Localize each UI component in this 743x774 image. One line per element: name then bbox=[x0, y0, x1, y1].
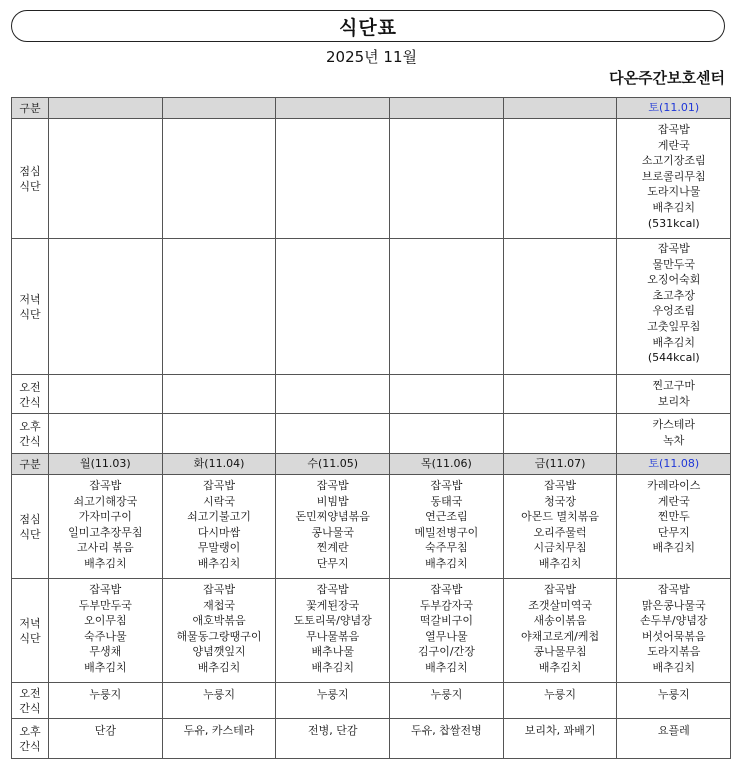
snack-cell: 전병, 단감 bbox=[276, 719, 390, 759]
menu-item: 오징어숙회 bbox=[647, 273, 701, 287]
menu-cell bbox=[49, 414, 163, 454]
row-label-lunch bbox=[12, 119, 49, 239]
menu-item: 쇠고기해장국 bbox=[73, 494, 138, 508]
menu-cell bbox=[162, 239, 276, 375]
menu-item: 야채고로게/케첩 bbox=[521, 629, 600, 643]
day-header: 목(11.06) bbox=[390, 454, 504, 475]
menu-item: 녹차 bbox=[663, 433, 685, 447]
menu-item: 단무지 bbox=[316, 556, 349, 570]
row-label-am-snack bbox=[12, 683, 49, 719]
day-header: 월(11.03) bbox=[49, 454, 163, 475]
menu-item: 가자미구이 bbox=[78, 510, 132, 524]
menu-item: 찐계란 bbox=[316, 541, 349, 555]
menu-item: 무말랭이 bbox=[197, 541, 241, 555]
menu-cell bbox=[503, 239, 617, 375]
menu-item: 카스테라 bbox=[652, 418, 696, 431]
row-label-lunch bbox=[12, 475, 49, 579]
week1-am-snack-row bbox=[12, 375, 731, 414]
menu-item: 잡곡밥 bbox=[430, 583, 463, 596]
week1-pm-snack-row bbox=[12, 414, 731, 454]
week2-dinner-row bbox=[12, 579, 731, 683]
menu-item: 배추김치 bbox=[425, 660, 468, 674]
menu-cell bbox=[617, 475, 731, 579]
menu-item: 시락국 bbox=[203, 494, 235, 508]
menu-item: 연근조림 bbox=[425, 510, 468, 524]
label-line: 오전 bbox=[19, 380, 41, 394]
menu-item: 다시마쌈 bbox=[197, 525, 241, 539]
menu-item: 새송이볶음 bbox=[533, 614, 587, 628]
center-name: 다온주간보호센터 bbox=[609, 69, 725, 87]
day-header: 화(11.04) bbox=[162, 454, 276, 475]
menu-item: 오리주물럭 bbox=[533, 525, 587, 539]
week2-pm-snack-row bbox=[12, 719, 731, 759]
week1-dinner-row bbox=[12, 239, 731, 375]
menu-item: 배추김치 bbox=[652, 200, 696, 214]
menu-item: 배추김치 bbox=[652, 541, 696, 555]
menu-item: 맑은콩나물국 bbox=[641, 598, 706, 612]
menu-item: 배추김치 bbox=[84, 556, 127, 570]
menu-item: 배추김치 bbox=[197, 660, 241, 674]
menu-cell bbox=[503, 375, 617, 414]
menu-item: 배추김치 bbox=[425, 556, 468, 570]
menu-cell bbox=[617, 375, 731, 414]
menu-cell bbox=[503, 579, 617, 683]
label-line: 식단 bbox=[19, 308, 41, 321]
menu-item: 아몬드 멸치볶음 bbox=[521, 510, 600, 524]
menu-cell bbox=[162, 475, 276, 579]
menu-cell bbox=[162, 375, 276, 414]
menu-item: 일미고추장무침 bbox=[68, 525, 143, 539]
menu-item: 꽃게된장국 bbox=[306, 598, 360, 612]
label-line: 간식 bbox=[19, 435, 41, 448]
row-label-pm-snack bbox=[12, 719, 49, 759]
menu-item: 초고추장 bbox=[652, 288, 696, 302]
snack-cell: 누룽지 bbox=[617, 683, 731, 719]
snack-cell: 누룽지 bbox=[503, 683, 617, 719]
menu-cell bbox=[276, 579, 390, 683]
day-header-saturday: 토(11.08) bbox=[617, 454, 731, 475]
menu-item: (544kcal) bbox=[647, 351, 700, 365]
menu-title-box bbox=[11, 10, 725, 42]
menu-item: 찐고구마 bbox=[652, 379, 696, 392]
row-label-am-snack bbox=[12, 375, 49, 414]
menu-item: 배추김치 bbox=[84, 660, 127, 674]
label-line: 식단 bbox=[19, 180, 41, 193]
menu-cell bbox=[617, 239, 731, 375]
menu-item: 잡곡밥 bbox=[657, 123, 690, 136]
menu-item: 고사리 볶음 bbox=[77, 541, 134, 555]
menu-cell bbox=[390, 475, 504, 579]
menu-item: 잡곡밥 bbox=[657, 242, 690, 255]
menu-item: 고춧잎무침 bbox=[647, 319, 701, 333]
menu-item: 김구이/간장 bbox=[417, 645, 475, 659]
menu-item: 잡곡밥 bbox=[89, 479, 122, 492]
menu-cell bbox=[162, 579, 276, 683]
menu-item: 열무나물 bbox=[425, 629, 468, 643]
menu-item: 잡곡밥 bbox=[544, 583, 577, 596]
day-header bbox=[49, 98, 163, 119]
snack-cell: 누룽지 bbox=[162, 683, 276, 719]
menu-item: 도토리묵/양념장 bbox=[293, 614, 372, 628]
menu-item: 우엉조림 bbox=[652, 304, 696, 318]
snack-cell: 두유, 카스테라 bbox=[162, 719, 276, 759]
menu-item: (531kcal) bbox=[647, 216, 700, 230]
menu-item: 해물동그랑땡구이 bbox=[176, 629, 262, 643]
menu-cell bbox=[276, 119, 390, 239]
menu-cell bbox=[390, 579, 504, 683]
menu-item: 배추김치 bbox=[538, 556, 582, 570]
menu-item: 두부감자국 bbox=[419, 598, 473, 612]
snack-cell: 누룽지 bbox=[390, 683, 504, 719]
menu-cell bbox=[276, 375, 390, 414]
menu-cell bbox=[503, 475, 617, 579]
label-line: 식단 bbox=[19, 528, 41, 541]
label-line: 간식 bbox=[19, 740, 41, 753]
menu-cell bbox=[49, 239, 163, 375]
menu-item: 잡곡밥 bbox=[203, 583, 235, 596]
menu-item: 배추김치 bbox=[652, 335, 696, 349]
menu-item: 잡곡밥 bbox=[544, 479, 577, 492]
menu-item: 보리차 bbox=[657, 394, 690, 408]
menu-item: 비빔밥 bbox=[316, 494, 349, 508]
menu-cell bbox=[49, 119, 163, 239]
menu-item: 잡곡밥 bbox=[657, 583, 690, 596]
day-header-saturday: 토(11.01) bbox=[617, 98, 731, 119]
snack-cell: 보리차, 꽈배기 bbox=[503, 719, 617, 759]
menu-item: 배추김치 bbox=[652, 660, 696, 674]
menu-item: 동태국 bbox=[430, 494, 463, 508]
day-header: 수(11.05) bbox=[276, 454, 390, 475]
menu-item: 잡곡밥 bbox=[430, 479, 463, 492]
menu-item: 도라지볶음 bbox=[647, 645, 701, 659]
snack-cell: 누룽지 bbox=[49, 683, 163, 719]
day-header bbox=[276, 98, 390, 119]
menu-item: 숙주무침 bbox=[425, 541, 468, 555]
menu-cell bbox=[49, 475, 163, 579]
row-label-dinner bbox=[12, 239, 49, 375]
menu-item: 잡곡밥 bbox=[203, 479, 235, 492]
row-label-category: 구분 bbox=[12, 454, 49, 475]
label-line: 오전 bbox=[19, 687, 41, 700]
menu-item: 메밀전병구이 bbox=[414, 525, 479, 539]
label-line: 식단 bbox=[19, 632, 41, 645]
menu-item: 숙주나물 bbox=[84, 629, 127, 643]
menu-item: 게란국 bbox=[657, 138, 690, 152]
menu-cell bbox=[276, 475, 390, 579]
menu-cell bbox=[390, 414, 504, 454]
day-header: 금(11.07) bbox=[503, 454, 617, 475]
menu-item: 시금치무침 bbox=[533, 541, 587, 555]
menu-table bbox=[11, 97, 731, 759]
snack-cell: 단감 bbox=[49, 719, 163, 759]
label-line: 간식 bbox=[19, 395, 41, 409]
day-header bbox=[390, 98, 504, 119]
menu-item: 배추나물 bbox=[311, 645, 354, 659]
menu-item: 손두부/양념장 bbox=[640, 614, 708, 628]
row-label-pm-snack bbox=[12, 414, 49, 454]
menu-cell bbox=[390, 375, 504, 414]
week2-lunch-row bbox=[12, 475, 731, 579]
day-header bbox=[162, 98, 276, 119]
menu-item: 쇠고기불고기 bbox=[187, 510, 251, 524]
label-line: 오후 bbox=[19, 420, 41, 433]
month-subtitle: 2025년 11월 bbox=[325, 48, 417, 66]
menu-item: 브로콜리무침 bbox=[641, 169, 706, 183]
menu-item: 무생채 bbox=[89, 645, 122, 659]
snack-cell: 누룽지 bbox=[276, 683, 390, 719]
day-header bbox=[503, 98, 617, 119]
menu-item: 버섯어묵볶음 bbox=[641, 629, 706, 643]
menu-item: 돈민찌양념볶음 bbox=[295, 510, 370, 524]
menu-title: 식단표 bbox=[338, 16, 398, 39]
menu-item: 재첩국 bbox=[203, 598, 235, 612]
week1-header-row bbox=[12, 98, 731, 119]
menu-cell bbox=[503, 414, 617, 454]
menu-cell bbox=[49, 375, 163, 414]
menu-item: 배추김치 bbox=[311, 660, 354, 674]
menu-cell bbox=[162, 119, 276, 239]
menu-item: 배추김치 bbox=[197, 556, 241, 570]
snack-cell: 두유, 찹쌀전병 bbox=[390, 719, 504, 759]
menu-item: 물만두국 bbox=[652, 257, 696, 271]
menu-cell bbox=[49, 579, 163, 683]
menu-item: 무나물볶음 bbox=[306, 629, 360, 643]
menu-item: 배추김치 bbox=[538, 660, 582, 674]
snack-cell: 요플레 bbox=[617, 719, 731, 759]
menu-cell bbox=[276, 414, 390, 454]
row-label-category: 구분 bbox=[12, 98, 49, 119]
label-line: 점심 bbox=[19, 165, 41, 178]
menu-item: 청국장 bbox=[544, 494, 577, 508]
menu-item: 도라지나물 bbox=[647, 185, 701, 199]
menu-cell bbox=[162, 414, 276, 454]
label-line: 간식 bbox=[19, 702, 41, 715]
menu-item: 찐만두 bbox=[657, 510, 690, 524]
menu-item: 조갯살미역국 bbox=[528, 598, 592, 612]
label-line: 점심 bbox=[19, 513, 41, 526]
menu-item: 카레라이스 bbox=[647, 479, 701, 492]
week2-header-row bbox=[12, 454, 731, 475]
menu-cell bbox=[390, 239, 504, 375]
menu-item: 잡곡밥 bbox=[316, 479, 349, 492]
menu-item: 단무지 bbox=[657, 525, 690, 539]
menu-item: 소고기장조림 bbox=[641, 154, 706, 168]
week2-am-snack-row bbox=[12, 683, 731, 719]
menu-item: 오이무침 bbox=[84, 614, 127, 628]
label-line: 저녁 bbox=[19, 617, 41, 630]
menu-cell bbox=[617, 579, 731, 683]
week1-lunch-row bbox=[12, 119, 731, 239]
label-line: 오후 bbox=[19, 725, 41, 738]
menu-cell bbox=[503, 119, 617, 239]
menu-cell bbox=[617, 119, 731, 239]
menu-item: 잡곡밥 bbox=[316, 583, 349, 596]
label-line: 저녁 bbox=[19, 293, 41, 306]
menu-cell bbox=[617, 414, 731, 454]
menu-cell bbox=[276, 239, 390, 375]
menu-item: 잡곡밥 bbox=[89, 583, 122, 596]
menu-item: 게란국 bbox=[657, 494, 690, 508]
menu-item: 콩나물무침 bbox=[533, 645, 587, 659]
menu-item: 두부만두국 bbox=[78, 598, 132, 612]
menu-item: 콩나물국 bbox=[311, 525, 354, 539]
menu-cell bbox=[390, 119, 504, 239]
row-label-dinner bbox=[12, 579, 49, 683]
menu-item: 떡갈비구이 bbox=[419, 614, 473, 628]
menu-item: 양념깻잎지 bbox=[192, 645, 246, 659]
menu-item: 애호박볶음 bbox=[192, 614, 246, 628]
